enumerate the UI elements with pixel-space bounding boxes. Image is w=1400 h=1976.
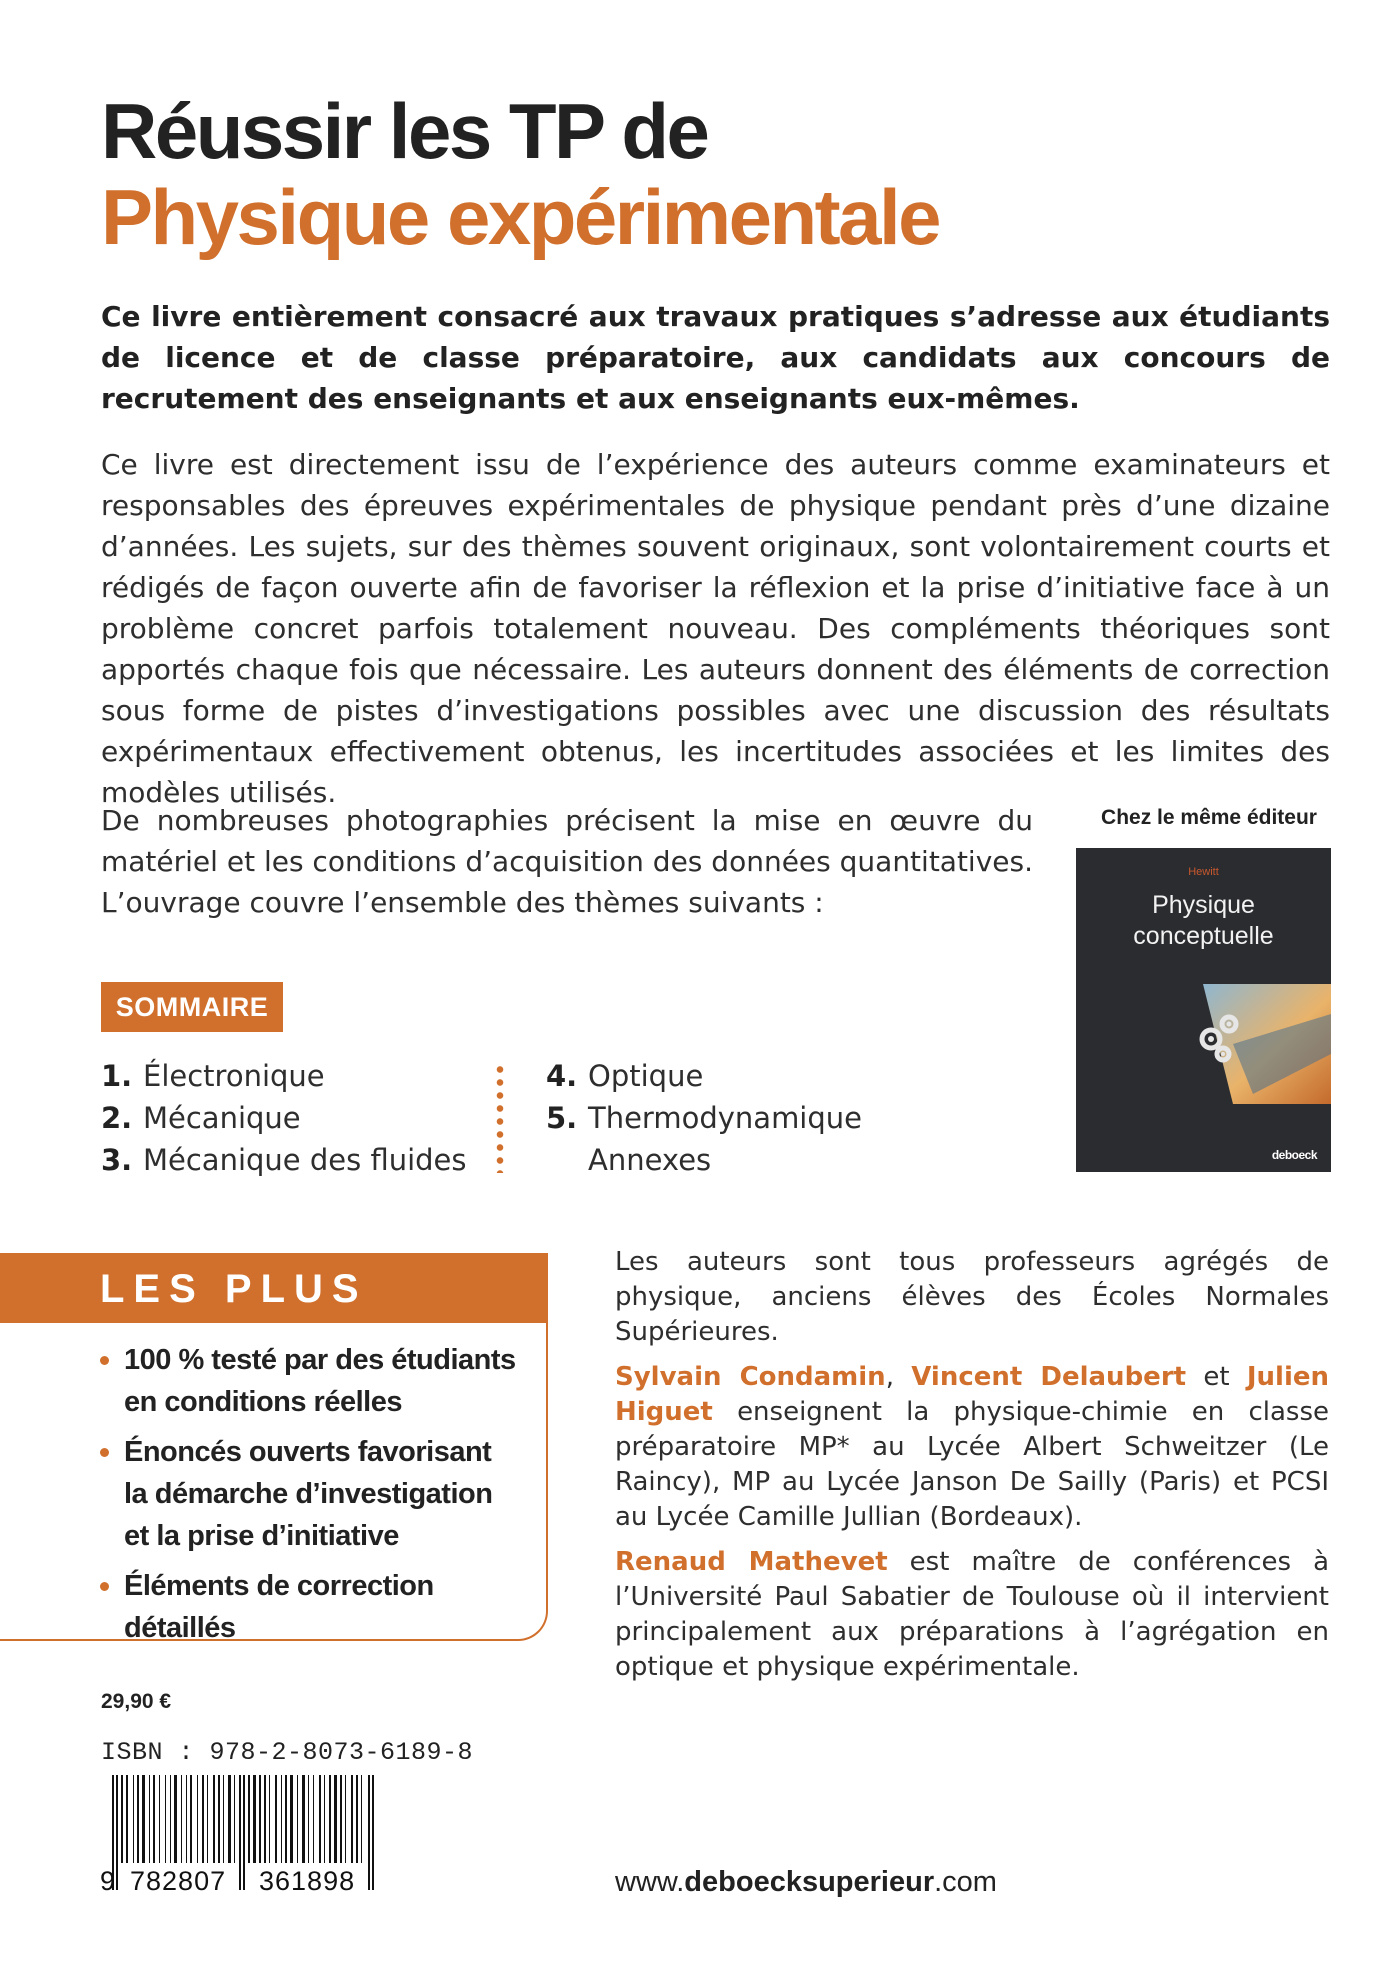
barcode-bar — [165, 1775, 166, 1863]
barcode-bar — [133, 1775, 134, 1863]
les-plus-heading: LES PLUS — [0, 1255, 546, 1323]
related-book-title-line-1: Physique — [1152, 891, 1255, 919]
barcode-bar — [234, 1775, 235, 1863]
barcode-guard-bar — [239, 1775, 241, 1890]
description-paragraph: Ce livre est directement issu de l’expérience des auteurs comme examinateurs et responsables des épreuves expérimentales de physique pendant près d’une dizaine d’années. Les sujets, sur des thèmes souvent originaux, sont volontairement courts et rédigés de façon ouverte afin de favoriser la réflexion et la prise d’initiative face à un problème concret parfois totalement nouveau. Des compléments théoriques sont apportés chaque fois que nécessaire. Les auteurs donnent des éléments de correction sous forme de pistes d’investigations possibles avec une discussion des résultats expérimentaux effectivement obtenus, les incertitudes associées et les limites des modèles utilisés. — [101, 448, 1330, 809]
author-name: Renaud Mathevet — [615, 1547, 888, 1577]
toc-item: Annexes — [588, 1143, 712, 1177]
barcode-bar — [308, 1775, 309, 1863]
barcode-bar — [126, 1775, 128, 1863]
barcode-bar — [345, 1775, 346, 1863]
related-book-title — [1076, 890, 1331, 952]
authors-intro: Les auteurs sont tous professeurs agrégés de physique, anciens élèves des Écoles Normales Supérieures. — [615, 1247, 1329, 1347]
authors-group: Sylvain Condamin, Vincent Delaubert et Julien Higuet enseignent la physique-chimie en classe préparatoire MP* au Lycée Albert Schweitzer (Le Raincy), MP au Lycée Janson De Sailly (Paris) et PCSI au Lycée Camille Jullian (Bordeaux). — [615, 1362, 1329, 1532]
barcode-guard-bar — [243, 1775, 245, 1890]
related-book-publisher-logo: deboeck — [1271, 1148, 1317, 1162]
toc-item: 1. Électronique — [101, 1059, 325, 1093]
barcode-bar — [170, 1775, 171, 1863]
author-name: Sylvain Condamin — [615, 1362, 886, 1392]
toc-item: 2. Mécanique — [101, 1101, 301, 1135]
lead-paragraph: Ce livre entièrement consacré aux travaux pratiques s’adresse aux étudiants de licence et de classe préparatoire, aux candidats aux concours de recrutement des enseignants et aux enseignants eux-mêmes. — [101, 300, 1330, 415]
les-plus-box — [0, 1253, 548, 1644]
barcode-bar — [159, 1775, 160, 1863]
sommaire-list-right — [546, 1055, 862, 1181]
barcode-bar — [213, 1775, 215, 1863]
barcode-bar — [334, 1775, 337, 1863]
related-book-title-line-2: conceptuelle — [1133, 922, 1274, 950]
barcode-bar — [202, 1775, 204, 1863]
barcode-bar — [228, 1775, 231, 1863]
sommaire-list-left — [101, 1055, 467, 1181]
list-item: Éléments de correction détaillés — [100, 1565, 546, 1649]
barcode-bar — [313, 1775, 314, 1863]
publisher-website[interactable]: www.deboecksuperieur.com — [615, 1866, 997, 1898]
barcode-bar — [269, 1775, 270, 1863]
author-mathevet: Renaud Mathevet est maître de conférences à l’Université Paul Sabatier de Toulouse où il intervient principalement aux préparations à l’agrégation en optique et physique expérimentale. — [615, 1547, 1330, 1682]
bullet-icon — [100, 1582, 109, 1591]
barcode-bar — [259, 1775, 261, 1863]
bullet-icon — [100, 1448, 109, 1457]
price: 29,90 € — [101, 1690, 172, 1713]
barcode-bar — [197, 1775, 198, 1863]
barcode-bar — [248, 1775, 250, 1863]
barcode-bar — [181, 1775, 182, 1863]
barcode-bar — [186, 1775, 187, 1863]
barcode-bar — [351, 1775, 353, 1863]
barcode-bar — [174, 1775, 177, 1863]
barcode-bar — [207, 1775, 208, 1863]
related-book-cover — [1076, 848, 1331, 1172]
barcode-bar — [190, 1775, 192, 1863]
barcode-bar — [356, 1775, 358, 1863]
barcode-bar — [329, 1775, 331, 1863]
barcode-bar — [281, 1775, 282, 1863]
book-title — [101, 87, 940, 261]
barcode-bar — [302, 1775, 305, 1863]
bullet-icon — [100, 1356, 109, 1365]
same-publisher-label: Chez le même éditeur — [1101, 806, 1317, 829]
barcode-bar — [142, 1775, 145, 1863]
sommaire-badge: SOMMAIRE — [101, 982, 283, 1032]
gears-illustration — [1193, 984, 1331, 1104]
toc-item: 5. Thermodynamique — [546, 1101, 862, 1135]
barcode-bar — [149, 1775, 150, 1863]
list-item: Énoncés ouverts favorisant la démarche d’investigation et la prise d’initiative — [100, 1431, 546, 1557]
les-plus-list — [100, 1339, 546, 1657]
coverage-paragraph: De nombreuses photographies précisent la mise en œuvre du matériel et les conditions d’acquisition des données quantitatives. L’ouvrage couvre l’ensemble des thèmes suivants : — [101, 804, 1033, 919]
barcode-bar — [264, 1775, 266, 1863]
barcode-bar — [324, 1775, 325, 1863]
dotted-divider — [496, 1063, 504, 1173]
barcode-bar — [319, 1775, 321, 1863]
barcode-bar — [275, 1775, 277, 1863]
barcode-guard-bar — [368, 1775, 370, 1890]
barcode-bar — [153, 1775, 155, 1863]
authors-section — [615, 1245, 1329, 1695]
barcode-bar — [285, 1775, 287, 1863]
title-line-2: Physique expérimentale — [101, 173, 940, 261]
barcode-bar — [340, 1775, 342, 1863]
barcode-bar — [218, 1775, 220, 1863]
isbn: ISBN : 978-2-8073-6189-8 — [101, 1738, 474, 1767]
barcode-bar — [223, 1775, 224, 1863]
related-book-author: Hewitt — [1188, 866, 1219, 878]
barcode-guard-bar — [116, 1775, 118, 1890]
author-name: Julien Higuet — [615, 1362, 1329, 1427]
toc-item: 4. Optique — [546, 1059, 704, 1093]
barcode-bar — [290, 1775, 293, 1863]
author-name: Vincent Delaubert — [911, 1362, 1187, 1392]
barcode-bar — [297, 1775, 298, 1863]
barcode-bar — [121, 1775, 123, 1863]
barcode-bar — [361, 1775, 362, 1863]
barcode-bar — [137, 1775, 139, 1863]
barcode-bar — [253, 1775, 256, 1863]
toc-item: 3. Mécanique des fluides — [101, 1143, 467, 1177]
list-item: 100 % testé par des étudiants en conditions réelles — [100, 1339, 546, 1423]
barcode-guard-bar — [372, 1775, 374, 1890]
title-line-1: Réussir les TP de — [101, 87, 708, 175]
